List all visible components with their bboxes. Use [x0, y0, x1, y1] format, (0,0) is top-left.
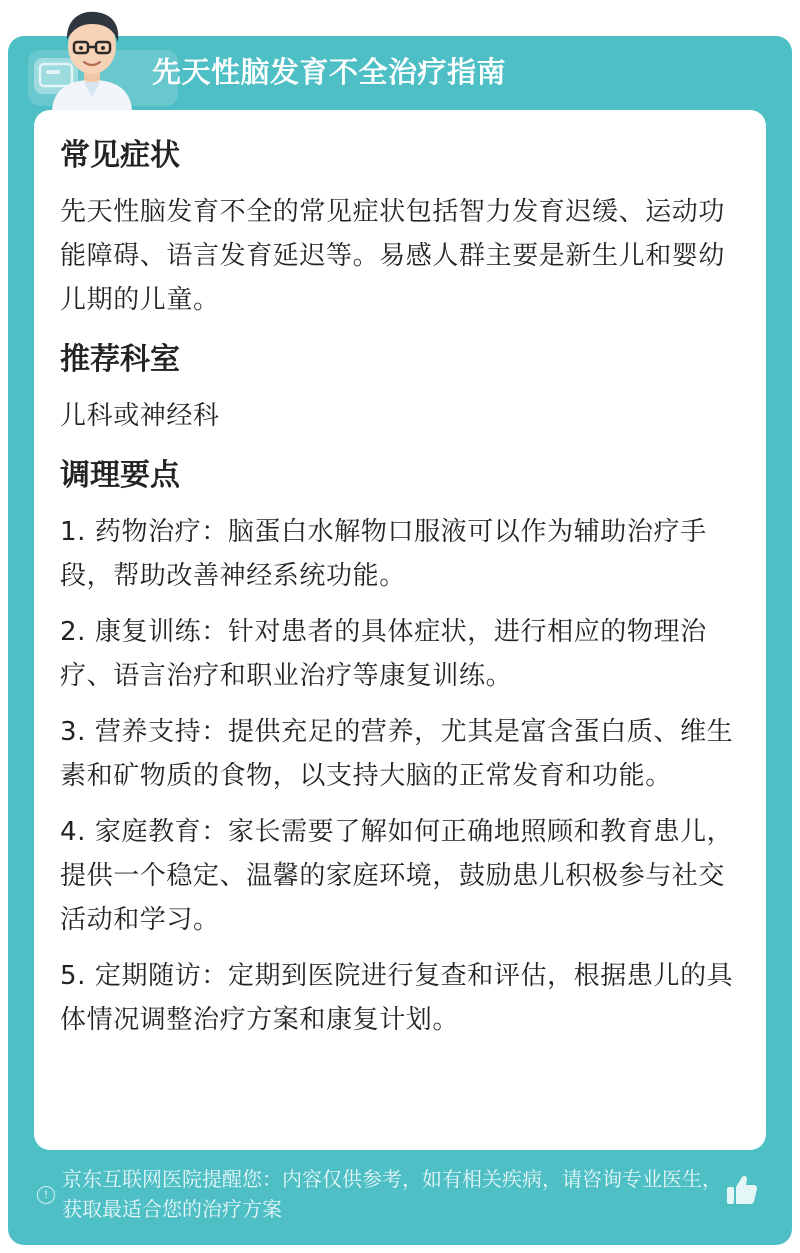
content-card — [34, 110, 766, 1150]
info-icon: ! — [37, 1186, 55, 1204]
disclaimer-text: 京东互联网医院提醒您：内容仅供参考，如有相关疾病，请咨询专业医生，获取最适合您的治疗方案 — [62, 1167, 722, 1221]
department-heading: 推荐科室 — [60, 342, 180, 377]
care-item-follow-up: 5. 定期随访：定期到医院进行复查和评估，根据患儿的具体情况调整治疗方案和康复计划。 — [60, 961, 734, 1035]
department-text: 儿科或神经科 — [60, 401, 220, 431]
page-title: 先天性脑发育不全治疗指南 — [152, 55, 507, 89]
care-item-nutrition: 3. 营养支持：提供充足的营养，尤其是富含蛋白质、维生素和矿物质的食物，以支持大脑的正常发育和功能。 — [60, 717, 734, 791]
doctor-avatar-icon — [40, 2, 144, 110]
symptoms-heading: 常见症状 — [60, 138, 180, 173]
card-content — [60, 132, 740, 1054]
care-item-rehabilitation: 2. 康复训练：针对患者的具体症状，进行相应的物理治疗、语言治疗和职业治疗等康复训练。 — [60, 617, 707, 691]
care-heading: 调理要点 — [60, 458, 180, 493]
symptoms-text: 先天性脑发育不全的常见症状包括智力发育迟缓、运动功能障碍、语言发育延迟等。易感人群主要是新生儿和婴幼儿期的儿童。 — [60, 197, 726, 315]
care-item-family-education: 4. 家庭教育：家长需要了解如何正确地照顾和教育患儿，提供一个稳定、温馨的家庭环境，鼓励患儿积极参与社交活动和学习。 — [60, 817, 734, 935]
thumbs-up-icon[interactable] — [724, 1172, 760, 1208]
care-item-medication: 1. 药物治疗：脑蛋白水解物口服液可以作为辅助治疗手段，帮助改善神经系统功能。 — [60, 517, 707, 591]
